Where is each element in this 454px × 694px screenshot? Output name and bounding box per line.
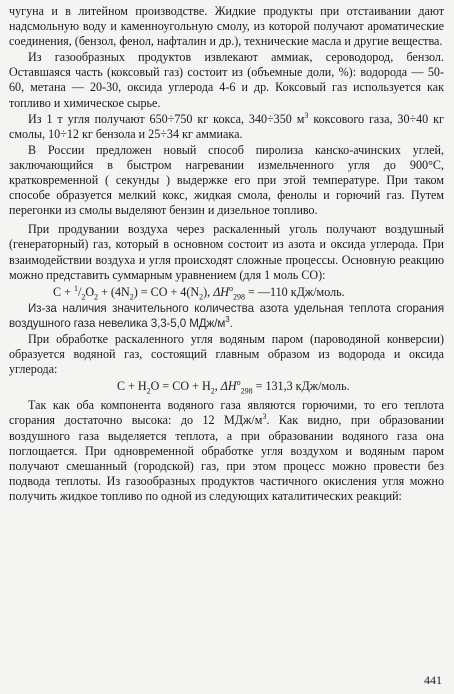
paragraph-2: Из газообразных продуктов извлекают аммиак, сероводород, бензол. Оставшаяся часть (коксовый газ) состоит из (объемные доли, %): водорода — 50-60, метана — 20-30, оксида углерода 4-6 и др. Коксовый газ используется как топливо и химическое сырье.: [9, 50, 444, 110]
page-number: 441: [424, 673, 442, 687]
equation-air-gas: $C + ^1/_2O_2 + (4N_2)$ = CO + $4(N_2)$, $\Delta H^o_{298}$ = —110 кДж/моль.: [53, 283, 345, 302]
paragraph-8: Так как оба компонента водяного газа являются горючими, то его теплота сгорания достаточно высока: до 12 МДж/$м^3$. Как видно, при образовании воздушного газа выделяется теплота, а при образовании водяного газа она поглощается. При одновременной обработке угля воздухом и водяным паром получают смешанный (городской) газ, при этом процесс можно провести без подвода теплоты. Из газообразных продуктов частичного окисления угля можно получить жидкое топливо по одной из следующих каталитических реакций:: [9, 398, 445, 503]
paragraph-3: Из 1 т угля получают 650÷750 кг кокса, 340÷350 $м^3$ коксового газа, 30÷40 кг смолы, 10÷12 кг бензола и 25÷34 кг аммиака.: [9, 110, 444, 141]
paragraph-6: Из-за наличия значительного количества азота удельная теплота сгорания воздушного газа невелика 3,3-5,0 МДж/$м^3$.: [9, 301, 444, 330]
equation-water-gas: $C + H_2O$ = CO + $H_2$, $\Delta H^o_{298} = 131,3$ кДж/моль.: [117, 378, 350, 396]
paragraph-4: В России предложен новый способ пиролиза канско-ачинских углей, заключающийся в быстром нагревании измельченного угля до 900°С, кратковременной ( секунды ) выдержке его при этой температуре. При таком способе образуется мелкий кокс, жидкая смола, фенолы и горючий газ. Путем перегонки из смолы выделяют бензин и дизельное топливо.: [9, 142, 444, 218]
paragraph-1: чугуна и в литейном производстве. Жидкие продукты при отстаивании дают надсмольную воду и каменноугольную смолу, из которой получают ароматические соединения, (бензол, фенол, нафталин и др.), технические масла и другие вещества.: [9, 4, 444, 49]
paragraph-7: При обработке раскаленного угля водяным паром (пароводяной конверсии) образуется водяной газ, состоящий главным образом из водорода и оксида углерода:: [9, 331, 444, 377]
paragraph-5: При продувании воздуха через раскаленный уголь получают воздушный (генераторный) газ, который в основном состоит из азота и оксида углерода. При взаимодействии воздуха и угля происходят сложные процессы. Основную реакцию можно представить суммарным уравнением (для 1 моль СО):: [9, 222, 444, 282]
